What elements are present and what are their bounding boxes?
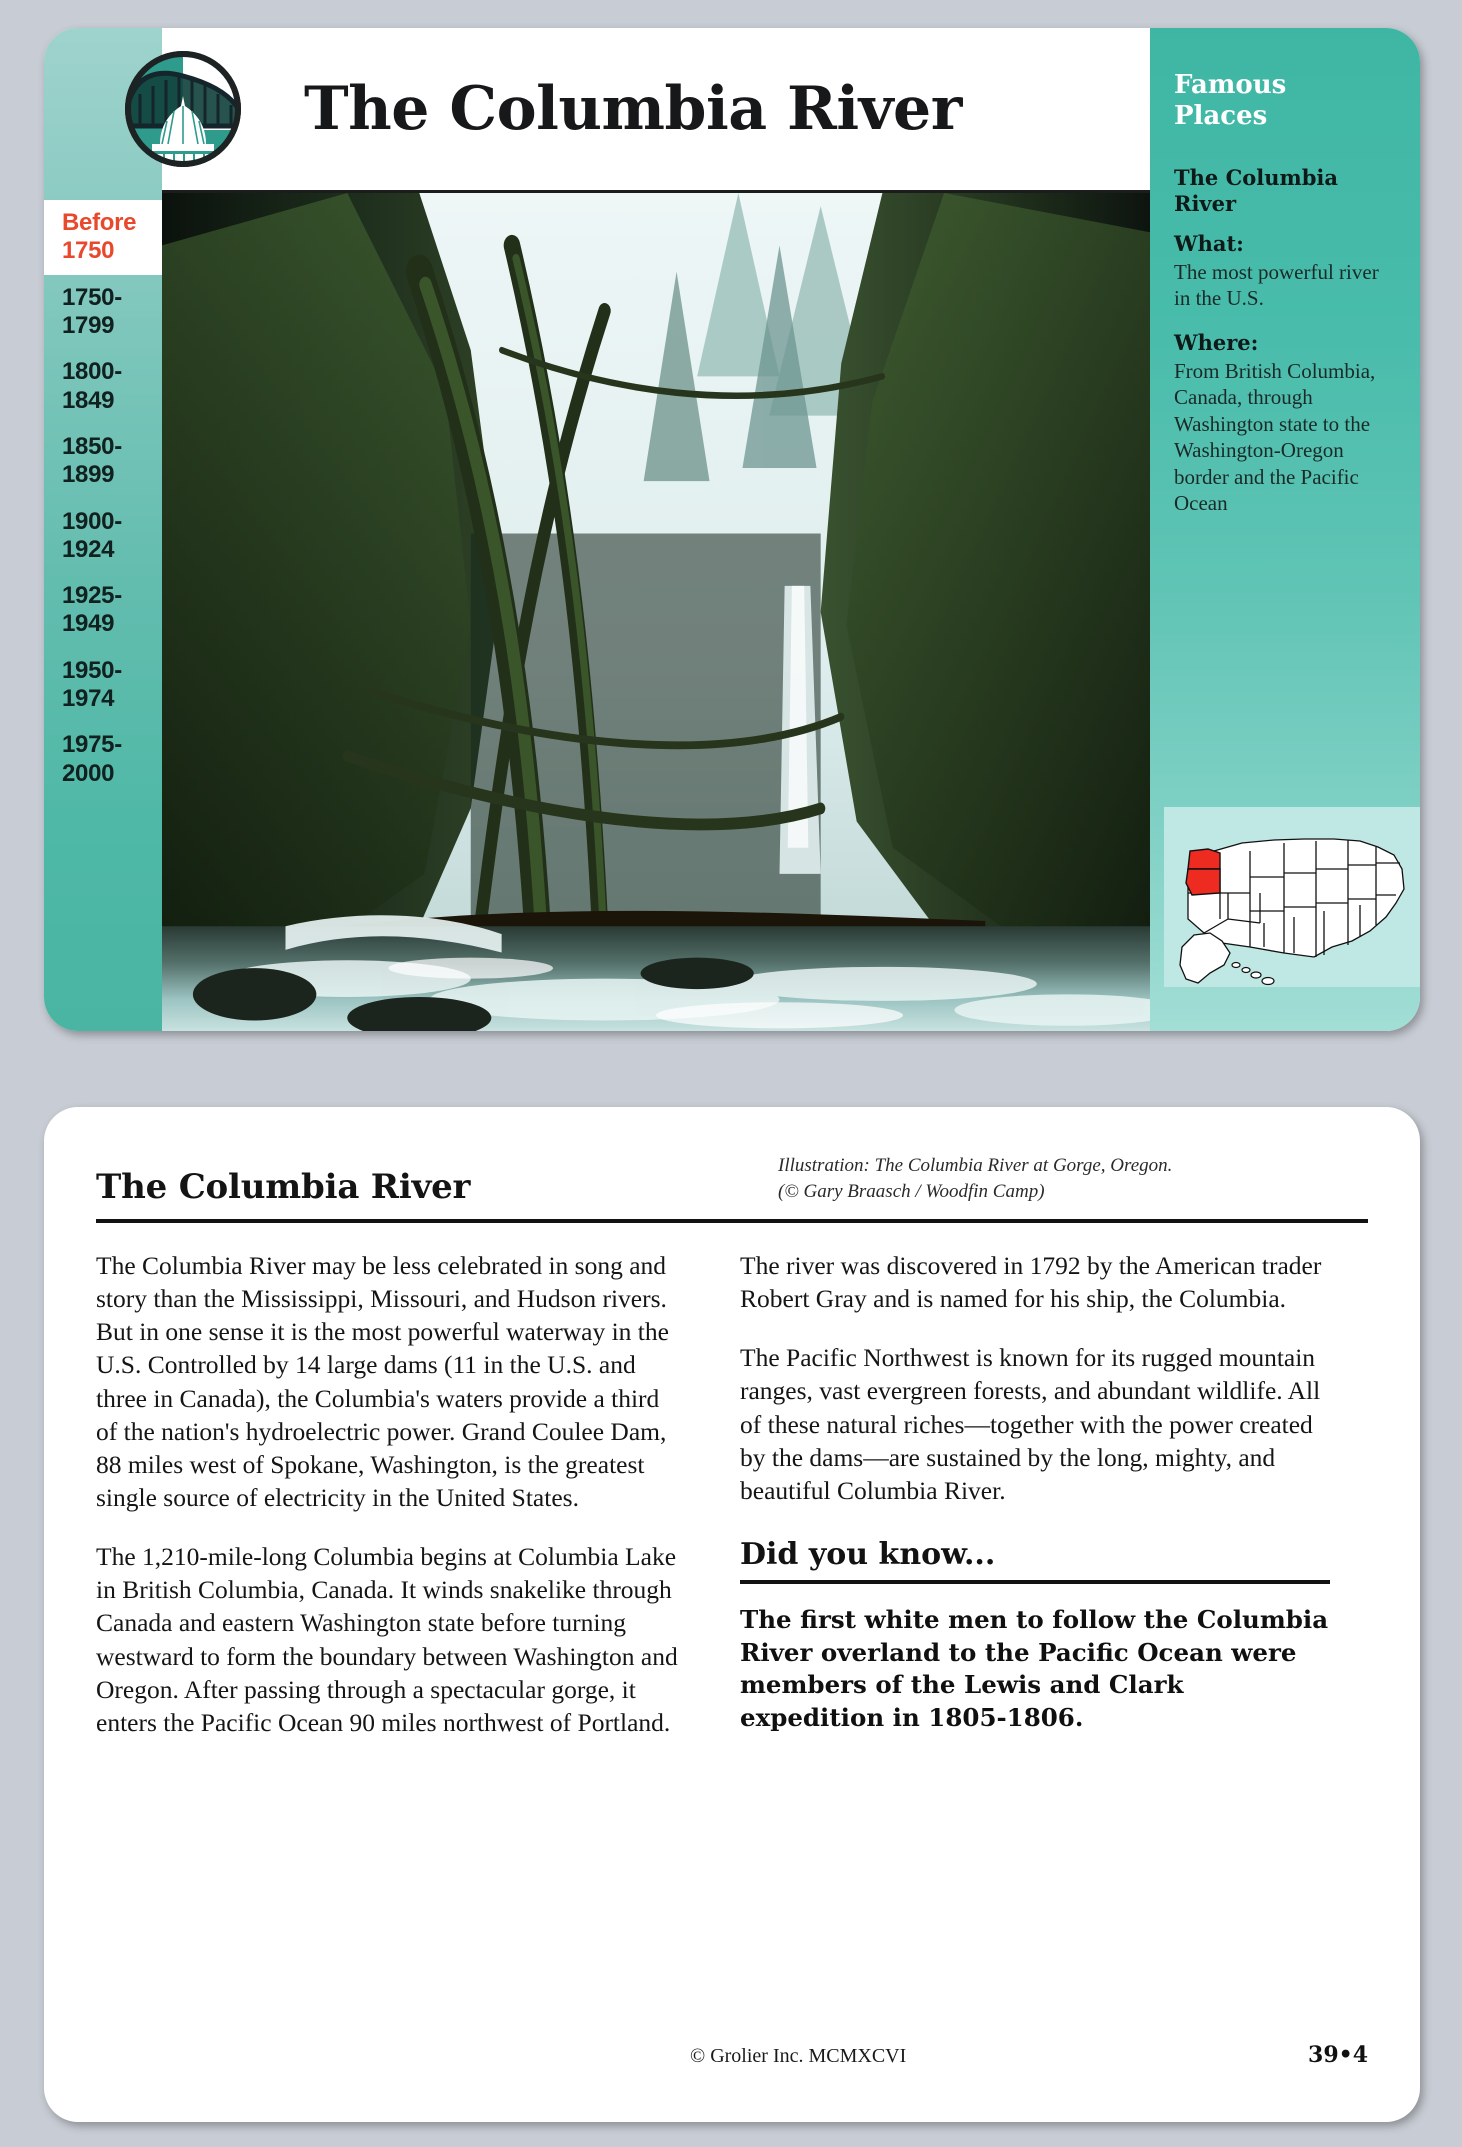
timeline-item-3[interactable]: 1850- 1899 bbox=[62, 432, 122, 489]
right-text-column bbox=[740, 1249, 1330, 1765]
where-label: Where: bbox=[1174, 329, 1259, 355]
page-title: The Columbia River bbox=[304, 74, 962, 144]
timeline-item-7[interactable]: 1975- 2000 bbox=[62, 731, 122, 787]
where-text: From British Columbia, Canada, through Washington state to the Washington-Oregon border and the Pacific Ocean bbox=[1174, 359, 1376, 516]
did-you-know-body: The first white men to follow the Columbia River overland to the Pacific Ocean were members of the Lewis and Clark expedition in 1805-1806. bbox=[740, 1604, 1329, 1732]
info-subject: The Columbia River bbox=[1174, 165, 1339, 216]
timeline-item-1[interactable]: 1750- 1799 bbox=[62, 283, 122, 339]
category-kicker: Famous Places bbox=[1174, 70, 1287, 131]
famous-places-card-back bbox=[44, 1107, 1420, 2122]
info-panel bbox=[1150, 28, 1420, 1031]
gorge-photograph bbox=[162, 190, 1150, 1031]
body-paragraph: The 1,210-mile-long Columbia begins at Columbia Lake in British Columbia, Canada. It winds snakelike through Canada and eastern Washington state before turning westward to form the boundary between Washington and Oregon. After passing through a spectacular gorge, it enters the Pacific Ocean 90 miles northwest of Portland. bbox=[96, 1542, 678, 1737]
us-locator-map bbox=[1164, 807, 1420, 987]
card-footer bbox=[690, 2042, 1368, 2068]
timeline-item-2[interactable]: 1800- 1849 bbox=[62, 358, 122, 414]
capitol-bridge-emblem-icon bbox=[122, 48, 244, 170]
illustration-credit: Illustration: The Columbia River at Gorge, Oregon. (© Gary Braasch / Woodfin Camp) bbox=[778, 1155, 1173, 1202]
card-center-column bbox=[162, 28, 1150, 1031]
back-card-header bbox=[96, 1153, 1368, 1219]
copyright-notice: © Grolier Inc. MCMXCVI bbox=[690, 2045, 907, 2067]
card-title-bar bbox=[162, 28, 1150, 190]
what-text: The most powerful river in the U.S. bbox=[1174, 259, 1379, 311]
page-number: 39•4 bbox=[1308, 2042, 1368, 2068]
did-you-know-divider bbox=[740, 1580, 1330, 1584]
timeline-rail bbox=[44, 28, 162, 1031]
body-paragraph: The Pacific Northwest is known for its rugged mountain ranges, vast evergreen forests, and abundant wildlife. All of these natural riches—together with the power created by the dams—are sustained by the long, mighty, and beautiful Columbia River. bbox=[740, 1343, 1321, 1505]
header-divider bbox=[96, 1219, 1368, 1223]
timeline-item-4[interactable]: 1900- 1924 bbox=[62, 507, 122, 563]
what-label: What: bbox=[1174, 230, 1244, 256]
timeline-item-0[interactable]: Before 1750 bbox=[44, 200, 162, 275]
timeline-item-6[interactable]: 1950- 1974 bbox=[62, 656, 122, 713]
famous-places-card-front bbox=[44, 28, 1420, 1031]
body-paragraph: The Columbia River may be less celebrated in song and story than the Mississippi, Missouri, and Hudson rivers. But in one sense it is the most powerful waterway in the U.S. Controlled by 14 large dams (11 in the U.S. and three in Canada), the Columbia's waters provide a third of the nation's hydroelectric power. Grand Coulee Dam, 88 miles west of Spokane, Washington, is the greatest single source of electricity in the United States. bbox=[96, 1251, 669, 1512]
did-you-know-title: Did you know... bbox=[740, 1536, 996, 1572]
left-text-column bbox=[96, 1249, 686, 1765]
timeline-item-5[interactable]: 1925- 1949 bbox=[62, 582, 122, 638]
body-paragraph: The river was discovered in 1792 by the American trader Robert Gray and is named for his ship, the Columbia. bbox=[740, 1251, 1322, 1314]
back-card-title: The Columbia River bbox=[96, 1167, 471, 1207]
